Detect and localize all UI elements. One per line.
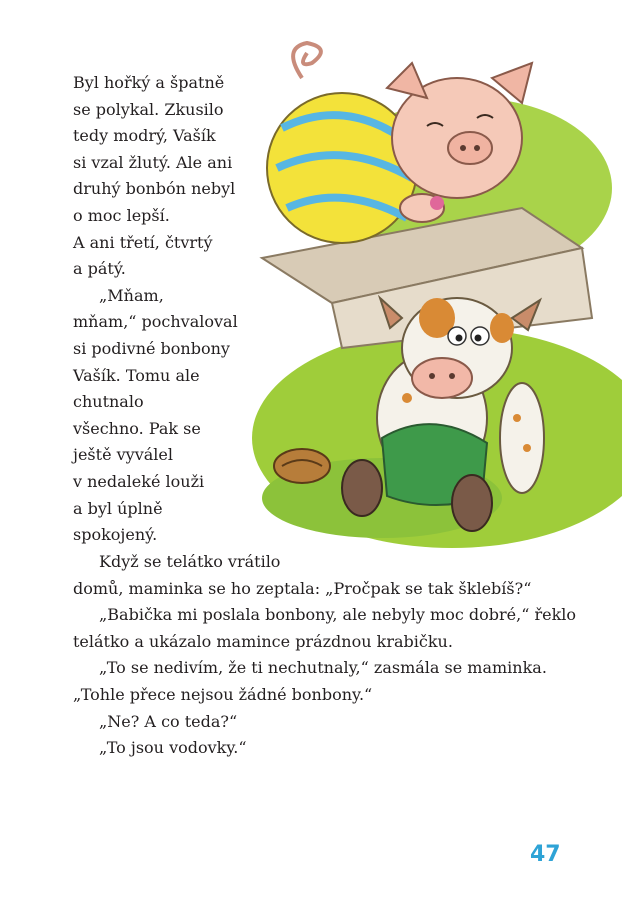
text-line: „To jsou vodovky.“ [99,738,247,758]
text-line: si vzal žlutý. Ale ani [73,152,233,172]
narrow-text-column [73,70,243,549]
text-line: Byl hořký a špatně [73,73,225,92]
text-line: druhý bonbón nebyl [73,179,236,199]
text-line: si podivné bonbony [73,338,230,358]
text-line: Když se telátko vrátilo [99,552,281,571]
text-line: chutnalo [73,392,144,412]
text-line: „Tohle přece nejsou žádné bonbony.“ [73,684,373,704]
text-line: „Babička mi poslala bonbony, ale nebyly moc dobré,“ řeklo [99,605,577,625]
text-line: „Ne? A co teda?“ [99,711,238,731]
text-line: A ani třetí, čtvrtý [73,232,213,252]
text-line: Vašík. Tomu ale [73,365,200,385]
text-line: telátko a ukázalo mamince prázdnou krabičku. [73,631,453,651]
text-line: domů, maminka se ho zeptala: „Pročpak se tak šklebíš?“ [73,578,532,598]
text-line: a pátý. [73,259,126,279]
text-line: mňam,“ pochvaloval [73,312,238,332]
text-line: a byl úplně [73,498,163,518]
text-line: o moc lepší. [73,205,170,225]
text-line: se polykal. Zkusilo [73,99,224,119]
page-number: 47 [530,842,561,867]
full-width-text [73,549,577,762]
pig-and-calf-illustration [222,18,622,558]
text-line: tedy modrý, Vašík [73,126,216,146]
text-line: „Mňam, [99,285,164,305]
text-line: ještě vyválel [73,445,173,465]
text-line: v nedaleké louži [73,471,205,491]
text-line: „To se nedivím, že ti nechutnaly,“ zasmála se maminka. [99,658,547,678]
text-line: všechno. Pak se [73,418,201,438]
text-line: spokojený. [73,525,158,545]
